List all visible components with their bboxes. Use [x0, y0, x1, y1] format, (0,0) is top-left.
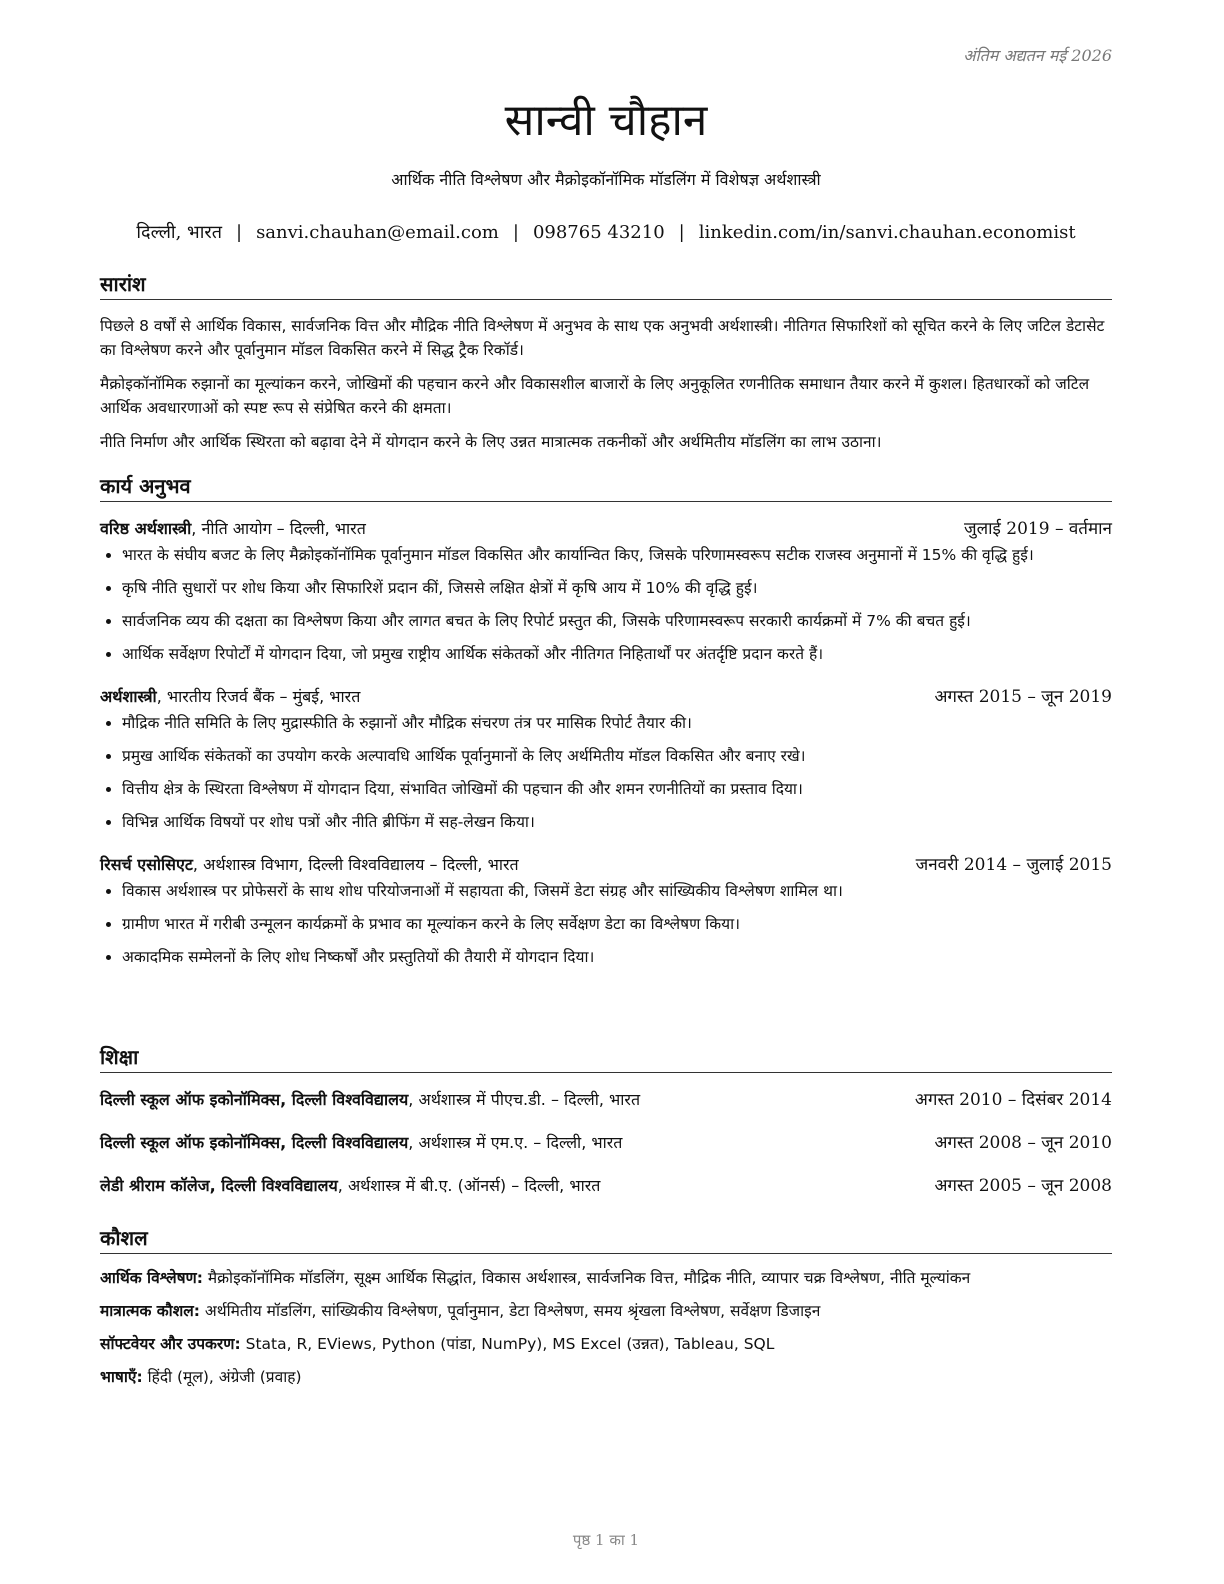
job-bullet: • सार्वजनिक व्यय की दक्षता का विश्लेषण किया और लागत बचत के लिए रिपोर्ट प्रस्तुत की, जिसके परिणामस्वरूप सरकारी कार्यक्रमों में 7% की बचत हुई। — [122, 609, 1112, 633]
experience-title: कार्य अनुभव — [100, 472, 1112, 502]
skill-line — [100, 1266, 1112, 1290]
job-role: अर्थशास्त्री — [100, 687, 157, 706]
contact-separator: | — [678, 222, 685, 243]
contact-linkedin[interactable]: linkedin.com/in/sanvi.chauhan.economist — [698, 222, 1076, 243]
job-bullet: • आर्थिक सर्वेक्षण रिपोर्टों में योगदान दिया, जो प्रमुख राष्ट्रीय आर्थिक संकेतकों और नीतिगत निहितार्थों पर अंतर्दृष्टि प्रदान करते हैं। — [122, 642, 1112, 666]
experience-section — [100, 472, 1112, 978]
contact-phone[interactable]: 098765 43210 — [532, 222, 665, 243]
skill-value: Stata, R, EViews, Python (पांडा, NumPy), MS Excel (उन्नत), Tableau, SQL — [240, 1335, 775, 1353]
job-entry — [100, 684, 1112, 834]
job-role: वरिष्ठ अर्थशास्त्री — [100, 519, 192, 538]
job-bullet: • अकादमिक सम्मेलनों के लिए शोध निष्कर्षों और प्रस्तुतियों की तैयारी में योगदान दिया। — [122, 945, 1112, 969]
skill-label: भाषाएँ: — [100, 1368, 143, 1386]
summary-paragraph: पिछले 8 वर्षों से आर्थिक विकास, सार्वजनिक वित्त और मौद्रिक नीति विश्लेषण में अनुभव के साथ एक अनुभवी अर्थशास्त्री। नीतिगत सिफारिशों को सूचित करने के लिए जटिल डेटासेट का विश्लेषण करने और पूर्वानुमान मॉडल विकसित करने में सिद्ध ट्रैक रिकॉर्ड। — [100, 317, 1105, 359]
job-header — [100, 852, 1112, 875]
job-bullets — [100, 711, 1112, 834]
job-bullet: • विकास अर्थशास्त्र पर प्रोफेसरों के साथ शोध परियोजनाओं में सहायता की, जिसमें डेटा संग्रह और सांख्यिकीय विश्लेषण शामिल था। — [122, 879, 1112, 903]
skills-section — [100, 1224, 1112, 1389]
education-dates: अगस्त 2005 – जून 2008 — [934, 1176, 1112, 1196]
education-institution: लेडी श्रीराम कॉलेज, दिल्ली विश्वविद्यालय — [100, 1176, 338, 1195]
contact-separator: | — [235, 222, 243, 243]
contact-line — [100, 220, 1112, 244]
job-dates: जुलाई 2019 – वर्तमान — [963, 519, 1112, 539]
job-entry — [100, 852, 1112, 969]
job-bullet: • भारत के संघीय बजट के लिए मैक्रोइकॉनॉमिक पूर्वानुमान मॉडल विकसित और कार्यान्वित किए, जिसके परिणामस्वरूप सटीक राजस्व अनुमानों में 15% की वृद्धि हुई। — [122, 543, 1112, 567]
contact-email[interactable]: sanvi.chauhan@email.com — [256, 222, 499, 243]
skill-line — [100, 1299, 1112, 1323]
job-dates: जनवरी 2014 – जुलाई 2015 — [915, 855, 1112, 875]
resume-page — [100, 0, 1112, 1584]
job-role: रिसर्च एसोसिएट — [100, 855, 193, 874]
job-bullets — [100, 543, 1112, 666]
job-header — [100, 684, 1112, 707]
page-number: पृष्ठ 1 का 1 — [572, 1531, 640, 1549]
job-bullet: • प्रमुख आर्थिक संकेतकों का उपयोग करके अल्पावधि आर्थिक पूर्वानुमानों के लिए अर्थमितीय मॉडल विकसित और बनाए रखे। — [122, 744, 1112, 768]
job-bullet: • मौद्रिक नीति समिति के लिए मुद्रास्फीति के रुझानों और मौद्रिक संचरण तंत्र पर मासिक रिपोर्ट तैयार की। — [122, 711, 1112, 735]
education-entry — [100, 1130, 1112, 1153]
contact-separator: | — [512, 222, 519, 243]
education-degree: , अर्थशास्त्र में पीएच.डी. – दिल्ली, भारत — [408, 1090, 641, 1109]
summary-title: सारांश — [100, 270, 1112, 300]
education-dates: अगस्त 2008 – जून 2010 — [934, 1133, 1112, 1153]
education-institution: दिल्ली स्कूल ऑफ इकोनॉमिक्स, दिल्ली विश्वविद्यालय — [100, 1090, 409, 1109]
education-dates: अगस्त 2010 – दिसंबर 2014 — [914, 1090, 1112, 1110]
job-header — [100, 516, 1112, 539]
job-org: , अर्थशास्त्र विभाग, दिल्ली विश्वविद्यालय – दिल्ली, भारत — [192, 855, 519, 874]
skill-value: हिंदी (मूल), अंग्रेजी (प्रवाह) — [142, 1368, 302, 1386]
summary-paragraph: नीति निर्माण और आर्थिक स्थिरता को बढ़ावा देने में योगदान करने के लिए उन्नत मात्रात्मक तकनीकों और अर्थमितीय मॉडलिंग का लाभ उठाना। — [100, 433, 882, 451]
education-degree: , अर्थशास्त्र में एम.ए. – दिल्ली, भारत — [408, 1133, 623, 1152]
job-bullet: • ग्रामीण भारत में गरीबी उन्मूलन कार्यक्रमों के प्रभाव का मूल्यांकन करने के लिए सर्वेक्षण डेटा का विश्लेषण किया। — [122, 912, 1112, 936]
contact-location: दिल्ली, भारत — [136, 222, 222, 243]
skill-value: अर्थमितीय मॉडलिंग, सांख्यिकीय विश्लेषण, पूर्वानुमान, डेटा विश्लेषण, समय श्रृंखला विश्लेषण, सर्वेक्षण डिजाइन — [199, 1302, 821, 1320]
skill-label: मात्रात्मक कौशल: — [100, 1302, 200, 1320]
job-entry — [100, 516, 1112, 666]
job-org: , नीति आयोग – दिल्ली, भारत — [191, 519, 366, 538]
education-entry — [100, 1173, 1112, 1196]
education-entry — [100, 1087, 1112, 1110]
education-degree: , अर्थशास्त्र में बी.ए. (ऑनर्स) – दिल्ली, भारत — [337, 1176, 601, 1195]
job-org: , भारतीय रिजर्व बैंक – मुंबई, भारत — [156, 687, 361, 706]
education-title: शिक्षा — [100, 1043, 1112, 1073]
skill-line — [100, 1332, 1112, 1356]
tagline: आर्थिक नीति विश्लेषण और मैक्रोइकॉनॉमिक मॉडलिंग में विशेषज्ञ अर्थशास्त्री — [391, 170, 821, 189]
skill-label: सॉफ्टवेयर और उपकरण: — [100, 1335, 241, 1353]
summary-section — [100, 270, 1112, 454]
education-institution: दिल्ली स्कूल ऑफ इकोनॉमिक्स, दिल्ली विश्वविद्यालय — [100, 1133, 409, 1152]
skills-title: कौशल — [100, 1224, 1112, 1254]
education-section — [100, 1043, 1112, 1196]
job-bullet: • विभिन्न आर्थिक विषयों पर शोध पत्रों और नीति ब्रीफिंग में सह-लेखन किया। — [122, 810, 1112, 834]
skill-line — [100, 1365, 1112, 1389]
skill-label: आर्थिक विश्लेषण: — [100, 1269, 203, 1287]
last-updated: अंतिम अद्यतन मई 2026 — [963, 46, 1112, 65]
skill-value: मैक्रोइकॉनॉमिक मॉडलिंग, सूक्ष्म आर्थिक सिद्धांत, विकास अर्थशास्त्र, सार्वजनिक वित्त, मौद्रिक नीति, व्यापार चक्र विश्लेषण, नीति मूल्यांकन — [202, 1269, 971, 1287]
candidate-name: सान्वी चौहान — [504, 95, 708, 146]
summary-paragraph: मैक्रोइकॉनॉमिक रुझानों का मूल्यांकन करने, जोखिमों की पहचान करने और विकासशील बाजारों के लिए अनुकूलित रणनीतिक समाधान तैयार करने में कुशल। हितधारकों को जटिल आर्थिक अवधारणाओं को स्पष्ट रूप से संप्रेषित करने की क्षमता। — [100, 375, 1090, 417]
job-bullet: • वित्तीय क्षेत्र के स्थिरता विश्लेषण में योगदान दिया, संभावित जोखिमों की पहचान की और शमन रणनीतियों का प्रस्ताव दिया। — [122, 777, 1112, 801]
job-bullets — [100, 879, 1112, 969]
job-dates: अगस्त 2015 – जून 2019 — [934, 687, 1112, 707]
job-bullet: • कृषि नीति सुधारों पर शोध किया और सिफारिशें प्रदान कीं, जिससे लक्षित क्षेत्रों में कृषि आय में 10% की वृद्धि हुई। — [122, 576, 1112, 600]
